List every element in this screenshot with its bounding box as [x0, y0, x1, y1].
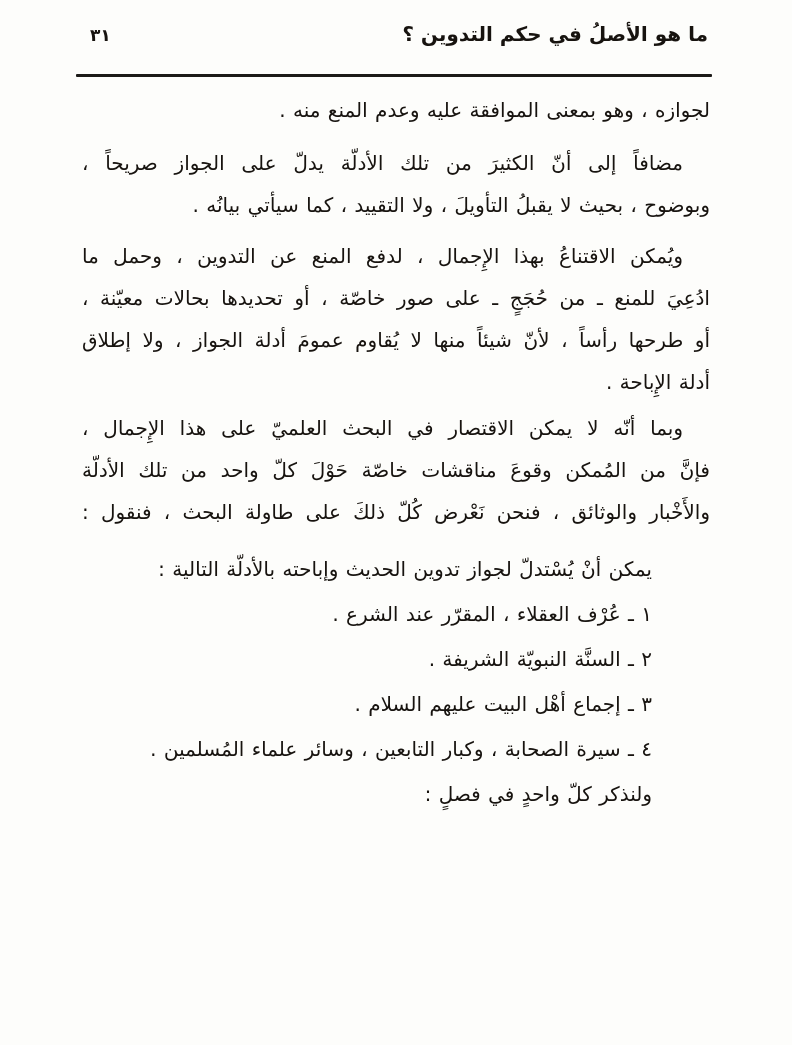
- text-line: مضافاً إلى أنّ الكثيرَ من تلك الأدلّة يدلّ على الجواز صريحاً ،: [82, 151, 683, 175]
- text-line: ادُعِيَ للمنع ـ من حُجَجٍ ـ على صور خاصّة ، أو تحديدها بحالات معيّنة ،: [82, 286, 710, 310]
- list-item-line: ٣ ـ إجماع أهْل البيت عليهم السلام .: [354, 692, 652, 716]
- page-number: ٣١: [90, 26, 111, 46]
- text-line: أو طرحها رأساً ، لأنّ شيئاً منها لا يُقاوم عمومَ أدلة الجواز ، ولا إطلاق: [82, 328, 710, 352]
- text-line: والأَخْبار والوثائق ، فنحن نَعْرض كُلّ ذلكَ على طاولة البحث ، فنقول :: [82, 500, 710, 524]
- closing-line: ولنذكر كلّ واحدٍ في فصلٍ :: [424, 782, 652, 806]
- text-line: فإنَّ من المُمكن وقوعَ مناقشات خاصّة حَوْلَ كلّ واحد من تلك الأدلّة: [82, 458, 710, 482]
- list-item-line: ٤ ـ سيرة الصحابة ، وكبار التابعين ، وسائر علماء المُسلمين .: [150, 737, 652, 761]
- text-line: ويُمكن الاقتناعُ بهذا الإِجمال ، لدفع المنع عن التدوين ، وحمل ما: [82, 244, 683, 268]
- text-line: لجوازه ، وهو بمعنى الموافقة عليه وعدم المنع منه .: [279, 98, 710, 122]
- text-line: وبوضوح ، بحيث لا يقبلُ التأويلَ ، ولا التقييد ، كما سيأتي بيانُه .: [192, 193, 710, 217]
- text-line: أدلة الإِباحة .: [605, 370, 710, 394]
- lead-in-line: يمكن أنْ يُسْتدلّ لجواز تدوين الحديث وإباحته بالأدلّة التالية :: [158, 557, 652, 581]
- text-block: [82, 89, 710, 817]
- running-head-title: ما هو الأصلُ في حكم التدوين ؟: [402, 22, 708, 46]
- list-item-line: ٢ ـ السنَّة النبويّة الشريفة .: [428, 647, 652, 671]
- text-line: وبما أنّه لا يمكن الاقتصار في البحث العلميّ على هذا الإِجمال ،: [82, 416, 683, 440]
- list-item-line: ١ ـ عُرْف العقلاء ، المقرّر عند الشرع .: [332, 602, 652, 626]
- header-rule: [76, 74, 712, 77]
- page-header: [84, 22, 708, 46]
